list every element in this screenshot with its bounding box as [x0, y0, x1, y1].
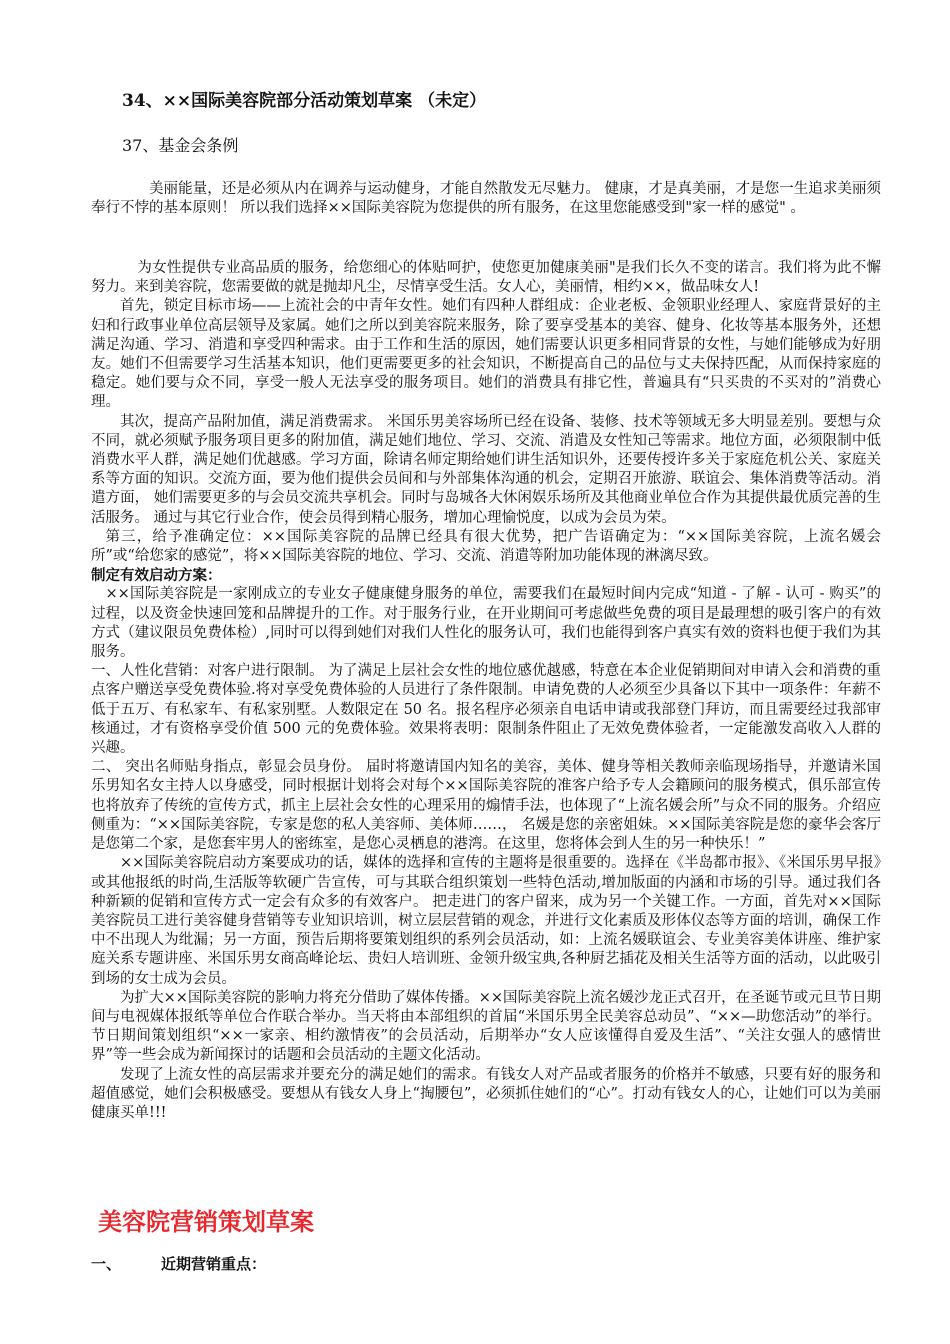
paragraph-3: 其次，提高产品附加值，满足消费需求。 米国乐男美容场所已经在设备、装修、技术等领域无多大明显差别。要想与众不同，就必须赋予服务项目更多的附加值，满足她们地位、学习、交流、消遣及女性知己等需求。地位方面，必须限制中低消费水平人群，满足她们优越感。学习方面，除请名师定期给她们讲生活知识外，还要传授许多关于家庭危机公关、家庭关系等方面的知识。交流方面，要为他们提供会员间和与外部集体沟通的机会，定期召开旅游、联谊会、集体消费等活动。消遣方面， 她们需要更多的与会员交流共享机会。同时与岛城各大休闲娱乐场所及其他商业单位合作为其提供最优质完善的生活服务。 通过与其它行业合作，使会员得到精心服务，增加心理愉悦度，以成为会员为荣。 [91, 413, 881, 526]
section-one-number: 一、 [91, 1255, 122, 1273]
paragraph-6: 一、人性化营销：对客户进行限制。 为了满足上层社会女性的地位感优越感，特意在本企业促销期间对申请入会和消费的重点客户赠送享受免费体验.将对享受免费体验的人员进行了条件限制。申请免费的人必须至少具备以下其中一项条件：年薪不低于五万、有私家车、有私家别墅。人数限定在 50 名。报名程序必须亲自电话申请或我部登门拜访，而且需要经过我部审核通过，才有资格享受价值 500 元的免费体验。效果将表明：限制条件阻止了无效免费体验者，一定能激发高收入人群的兴趣。 [91, 663, 881, 757]
paragraph-2: 首先，锁定目标市场——上流社会的中青年女性。她们有四种人群组成：企业老板、金领职业经理人、家庭背景好的主妇和行政事业单位高层领导及家属。她们之所以到美容院来服务，除了要享受基本的美容、健身、化妆等基本服务外，还想满足沟通、学习、消遣和享受四种需求。由于工作和生活的原因，她们需要认识更多相同背景的女性，与她们能够成为好朋友。她们不但需要学习生活基本知识，他们更需要更多的社会知识，不断提高自己的品位与丈夫保持匹配，从而保持家庭的稳定。她们要与众不同，享受一般人无法享受的服务项目。她们的消费具有排它性，普遍具有“只买贵的不买对的”消费心理。 [91, 298, 881, 411]
paragraph-8: ××国际美容院启动方案要成功的话，媒体的选择和宣传的主题将是很重要的。选择在《半岛都市报》、《米国乐男早报》或其他报纸的时尚,生活版等软硬广告宣传，可与其联合组织策划一些特色活动,增加版面的内涵和市场的引导。通过我们各种新颖的促销和宣传方式一定会有众多的有效客户。 把走进门的客户留来，成为另一个关键工作。一方面，首先对××国际美容院员工进行美容健身营销等专业知识培训，树立层层营销的观念，并进行文化素质及形体仪态等方面的培训，确保工作中不出现人为纰漏；另一方面，预告后期将要策划组织的系列会员活动，如：上流名媛联谊会、专业美容美体讲座、维护家庭关系专题讲座、米国乐男女商高峰论坛、贵妇人培训班、金领升级宝典,各种厨艺插花及相关生活等方面的活动，以此吸引到场的女士成为会员。 [91, 855, 881, 987]
intro-paragraph: 美丽能量，还是必须从内在调养与运动健身，才能自然散发无尽魅力。 健康，才是真美丽，才是您一生追求美丽须奉行不悖的基本原则！ 所以我们选择××国际美容院为您提供的所有服务，在这里您能感受到"家一样的感觉" 。 [91, 181, 881, 217]
intro-block [91, 180, 881, 218]
paragraph-7: 二、 突出名师贴身指点，彰显会员身份。 届时将邀请国内知名的美容，美体、健身等相关教师亲临现场指导，并邀请米国乐男知名女主持人以身感受，同时根据计划将会对每个××国际美容院的准客户给予专人会籍顾问的服务模式，俱乐部宣传也将放弃了传统的宣传方式，抓主上层社会女性的心理采用的煽情手法，也体现了“上流名媛会所”与众不同的服务。介绍应侧重为：“××国际美容院，专家是您的私人美容师、美体师……， 名媛是您的亲密姐妹。××国际美容院是您的豪华会客厅是您第二个家，是您套牢男人的密练室，是您心灵栖息的港湾。在这里，您将体会到人生的另一种快乐！” [91, 759, 881, 853]
section-one-heading [91, 1253, 266, 1274]
heading-37: 37、基金会条例 [122, 136, 239, 155]
heading-34: 34、××国际美容院部分活动策划草案 （未定） [122, 91, 487, 111]
paragraph-9: 为扩大××国际美容院的影响力将充分借助了媒体传播。××国际美容院上流名媛沙龙正式召开，在圣诞节或元旦节日期间与电视媒体报纸等单位合作联合举办。当天将由本部组织的首届“米国乐男全民美容总动员”、“××—助您活动”的举行。节日期间策划组织“××一家亲、相约激情夜”的会员活动，后期举办“女人应该懂得自爱及生活”、“关注女强人的感情世界”等一些会成为新闻探讨的话题和会员活动的主题文化活动。 [91, 989, 881, 1064]
main-body [91, 259, 881, 1123]
red-section-title: 美容院营销策划草案 [98, 1207, 314, 1236]
paragraph-5: ××国际美容院是一家刚成立的专业女子健康健身服务的单位，需要我们在最短时间内完成“知道 - 了解 - 认可 - 购买”的过程，以及资金快速回笼和品牌提升的工作。对于服务行业，在开业期间可考虑做些免费的项目是最理想的吸引客户的有效方式（建议限员免费体检）,同时可以得到她们对我们人性化的服务认可，我们也能得到客户真实有效的资料也便于我们为其服务。 [91, 586, 881, 661]
paragraph-1: 为女性提供专业高品质的服务，给您细心的体贴呵护，使您更加健康美丽"是我们长久不变的诺言。我们将为此不懈努力。来到美容院，您需要做的就是抛却凡尘，尽情享受生活。女人心，美丽情，相约××，做品味女人! [91, 260, 881, 296]
section-one-label: 近期营销重点： [161, 1255, 267, 1273]
paragraph-4: 第三，给予准确定位：××国际美容院的品牌已经具有很大优势，把广告语确定为：“××国际美容院，上流名媛会所”或“给您家的感觉”，将××国际美容院的地位、学习、交流、消遣等附加功能体现的淋漓尽致。 [91, 528, 881, 565]
subheading-launch-plan: 制定有效启动方案： [91, 567, 222, 585]
paragraph-10: 发现了上流女性的高层需求并要充分的满足她们的需求。有钱女人对产品或者服务的价格并不敏感，只要有好的服务和超值感觉，她们会积极感受。要想从有钱女人身上“掏腰包”，必须抓住她们的“心”。打动有钱女人的心，让她们可以为美丽健康买单!!! [91, 1066, 881, 1121]
